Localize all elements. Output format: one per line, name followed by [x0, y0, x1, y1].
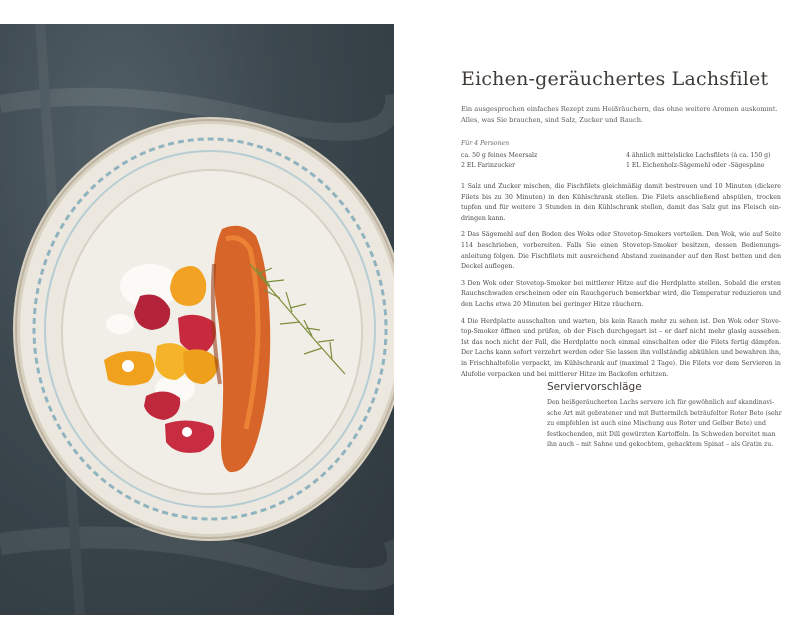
recipe-page	[394, 24, 800, 615]
recipe-step: 1 Salz und Zucker mischen, die Fischfilets gleichmäßig damit bestreuen und 10 Minuten (dickere Filets bis zu 30 Minuten) in den Kühlschrank stellen. Die Filets anschließend abspülen, trocken tupfen und für weitere 3 Stunden in den Kühlschrank stellen, damit das Salz gut ins Fleisch ein-dringen kann.	[461, 183, 781, 222]
servings-label: Für 4 Personen	[461, 140, 510, 147]
recipe-intro: Ein ausgesprochen einfaches Rezept zum Heißräuchern, das ohne weitere Aromen auskommt. Alles, was Sie brauchen, sind Salz, Zucker und Rauch.	[461, 105, 778, 124]
recipe-title: Eichen-geräuchertes Lachsfilet	[461, 68, 769, 90]
ingredients-left	[461, 151, 621, 171]
recipe-step: 2 Das Sägemehl auf den Boden des Woks oder Stovetop-Smokers verteilen. Den Wok, wie auf Seite 114 beschrieben, vorbereiten. Falls Sie einen Stovetop-Smoker besitzen, dessen Bedienungs-anleitung folgen. Die Fischfilets mit ausreichend Abstand zueinander auf den Rost betten und den Deckel auflegen.	[461, 231, 781, 271]
ingredient-item: 2 EL Farinzucker	[461, 162, 516, 169]
salmon-plate-illustration	[0, 24, 394, 615]
serving-title: Serviervorschläge	[547, 381, 642, 393]
ingredient-item: 1 EL Eichenholz-Sägemehl oder -Sägespäne	[626, 162, 765, 169]
serving-text: Den heißgeräucherten Lachs servere ich für gewöhnlich auf skandinavi-sche Art mit gebratener und mit Buttermilch beträufelter Roter Bete (sehr zu empfehlen ist auch eine Mischung aus Roter und Gelber Bete) und festkochenden, mit Dill gewürzten Kartoffeln. In Schweden bereitet man ihn auch – mit Sahne und gekochtem, gehacktem Spinat – als Gratin zu.	[547, 399, 782, 449]
ingredients-right	[626, 151, 786, 171]
food-photo	[0, 24, 394, 615]
recipe-steps	[461, 182, 781, 386]
ingredient-item: ca. 50 g feines Meersalz	[461, 152, 538, 159]
recipe-step: 4 Die Herdplatte ausschalten und warten, bis kein Rauch mehr zu sehen ist. Den Wok oder Stove-top-Smoker öffnen und prüfen, ob der Fisch durchgegart ist – er darf nicht mehr glasig aussehen. Ist das noch nicht der Fall, die Herdplatte noch einmal einschalten oder die Filets fertig dämpfen. Der Lachs kann sofort verzehrt werden oder Sie lassen ihn vollständig abkühlen und bewahren ihn, in Frischhaltefolie verpackt, im Kühlschrank auf (maximal 2 Tage). Die Filets vor dem Servieren in Alufolie verpacken und bei mittlerer Hitze im Backofen erhitzen.	[461, 317, 781, 378]
recipe-step: 3 Den Wok oder Stovetop-Smoker bei mittlerer Hitze auf die Herdplatte stellen. Sobald die ersten Rauchschwaden erscheinen oder ein Rauchgeruch bemerkbar wird, die Temperatur reduzieren und den Lachs etwa 20 Minuten bei geringer Hitze räuchern.	[461, 279, 781, 308]
serving-suggestions	[547, 381, 783, 451]
ingredient-item: 4 ähnlich mittelslicke Lachsfilets (à ca. 150 g)	[626, 152, 771, 159]
